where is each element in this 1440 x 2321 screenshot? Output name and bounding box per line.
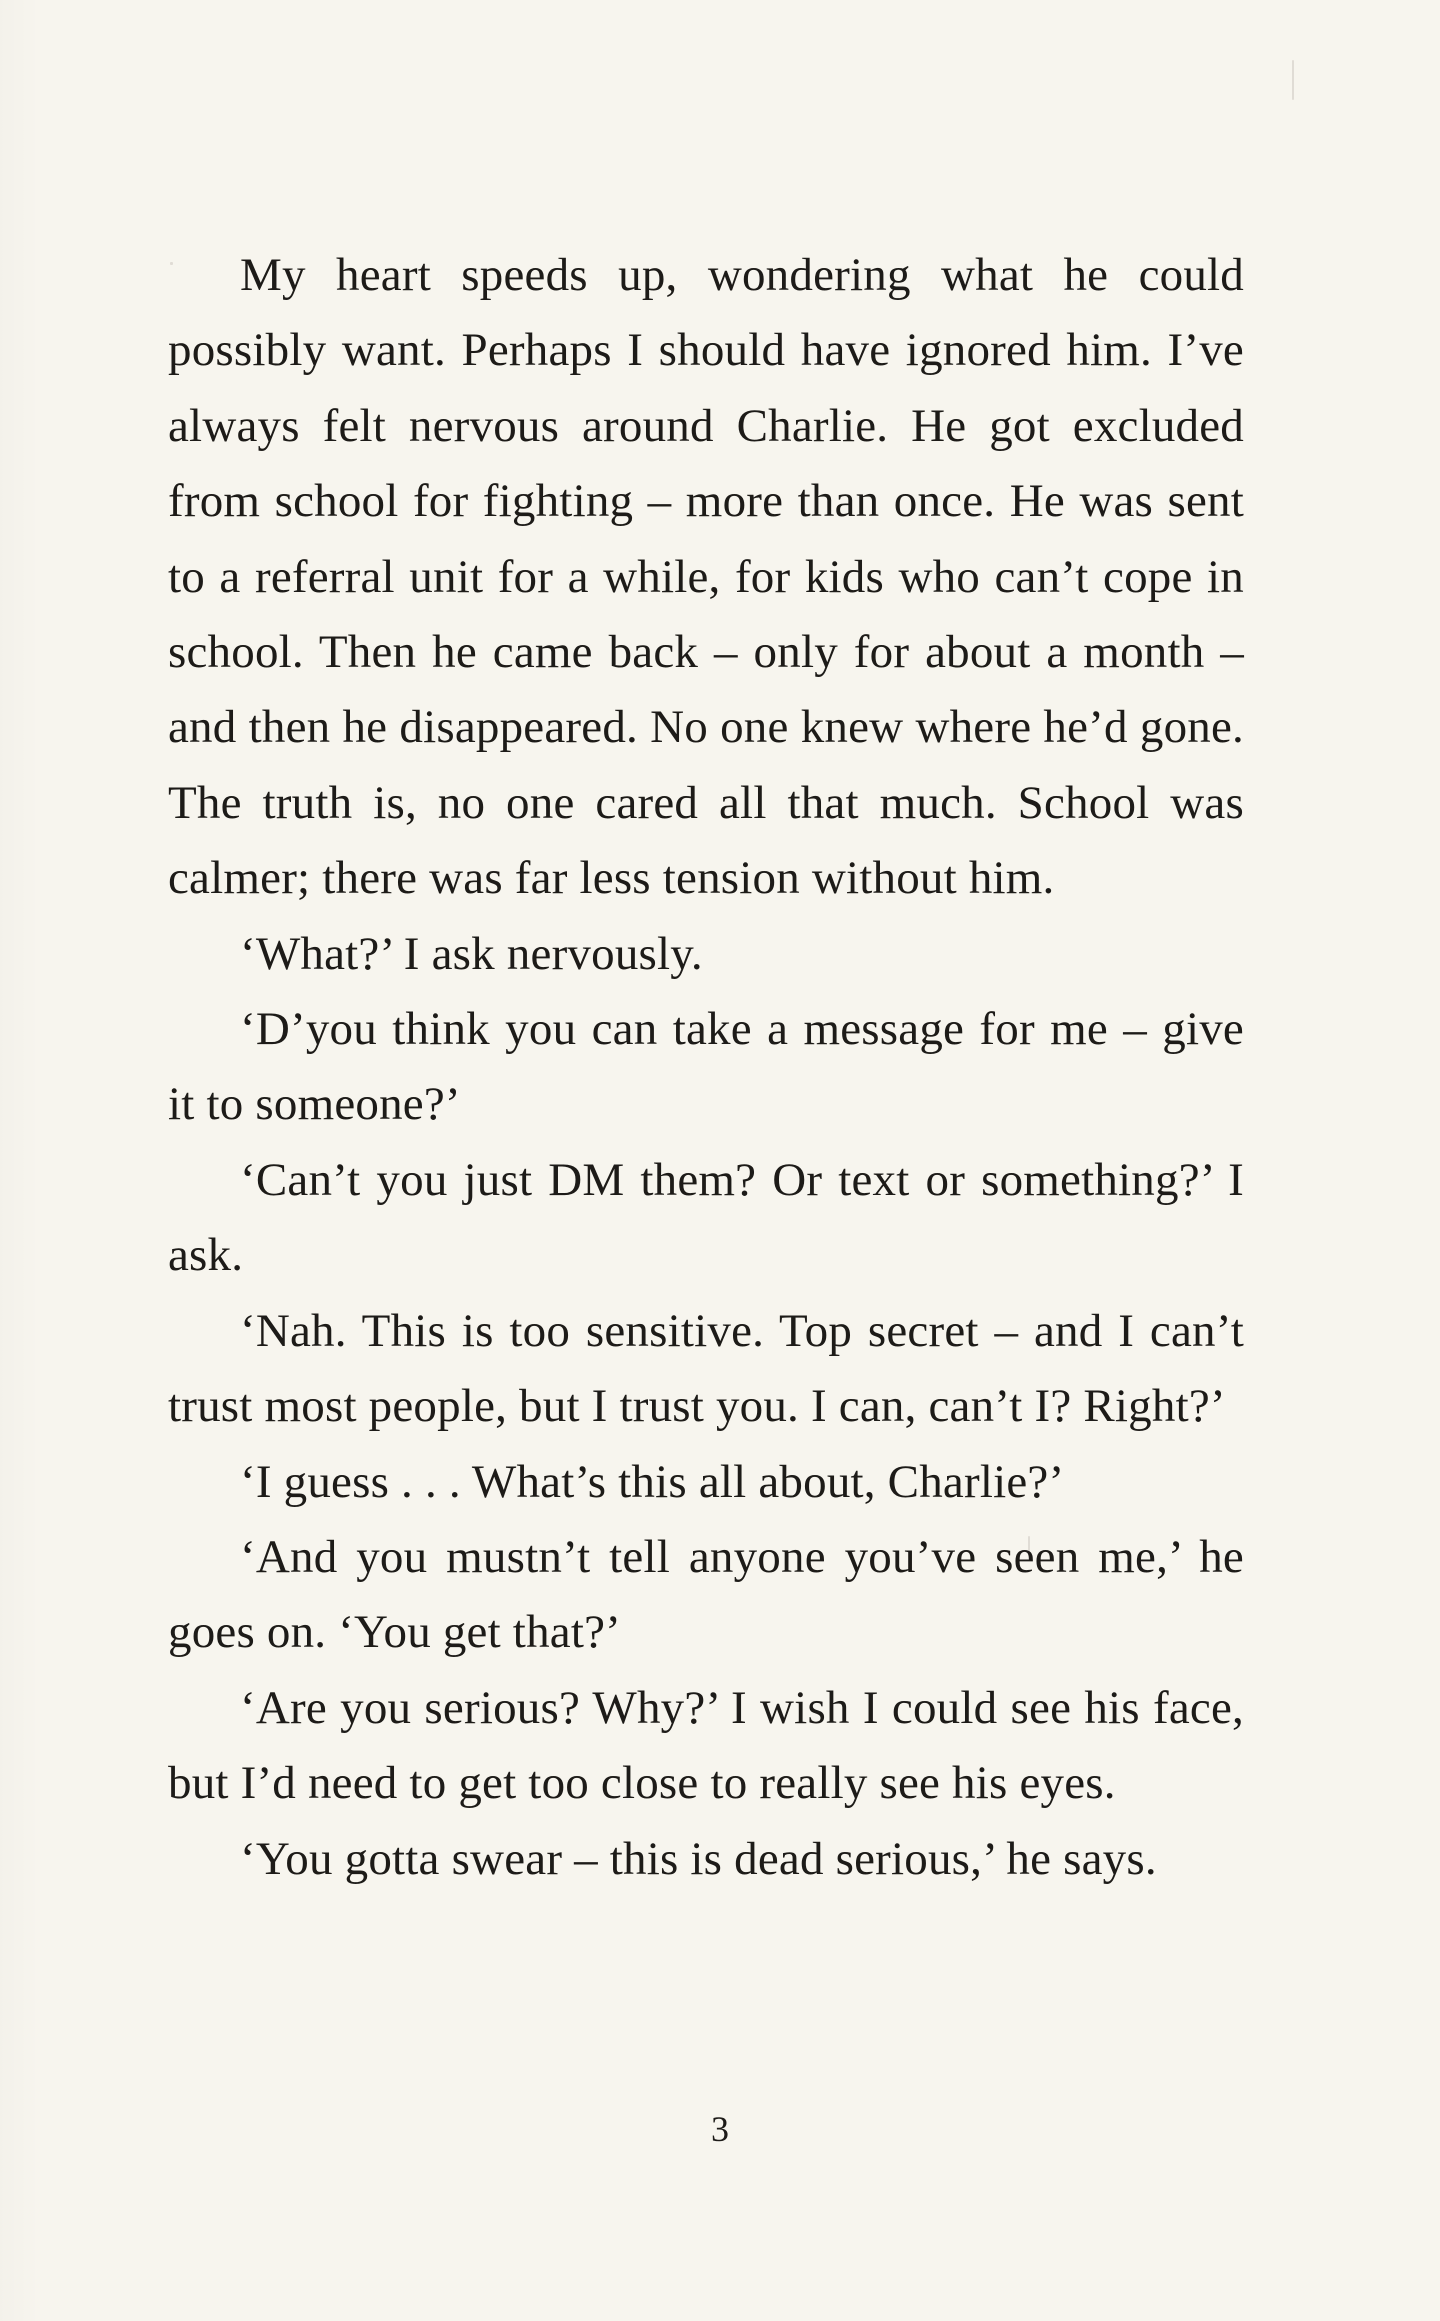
paragraph: ‘I guess . . . What’s this all about, Charlie?’	[240, 1455, 1065, 1508]
paragraph: ‘Are you serious? Why?’ I wish I could see his face, but I’d need to get too close to really see his eyes.	[168, 1681, 1244, 1810]
paragraph: ‘And you mustn’t tell anyone you’ve seen me,’ he goes on. ‘You get that?’	[168, 1530, 1244, 1659]
paragraph: My heart speeds up, wondering what he could possibly want. Perhaps I should have ignored him. I’ve always felt nervous around Charlie. He got excluded from school for fighting – more than once. He was sent to a referral unit for a while, for kids who can’t cope in school. Then he came back – only for about a month – and then he disappeared. No one knew where he’d gone. The truth is, no one cared all that much. School was calmer; there was far less tension without him.	[168, 249, 1244, 905]
paragraph: ‘Can’t you just DM them? Or text or something?’ I ask.	[168, 1153, 1244, 1282]
paragraph: ‘What?’ I ask nervously.	[240, 927, 703, 980]
paragraph: ‘D’you think you can take a message for me – give it to someone?’	[168, 1003, 1244, 1131]
paragraph: ‘You gotta swear – this is dead serious,’ he says.	[240, 1832, 1157, 1885]
body-text	[168, 238, 1244, 1897]
paragraph: ‘Nah. This is too sensitive. Top secret – and I can’t trust most people, but I trust you. I can, can’t I? Right?’	[168, 1304, 1244, 1433]
page-number: 3	[711, 2109, 729, 2149]
paper-speck	[1292, 60, 1294, 100]
